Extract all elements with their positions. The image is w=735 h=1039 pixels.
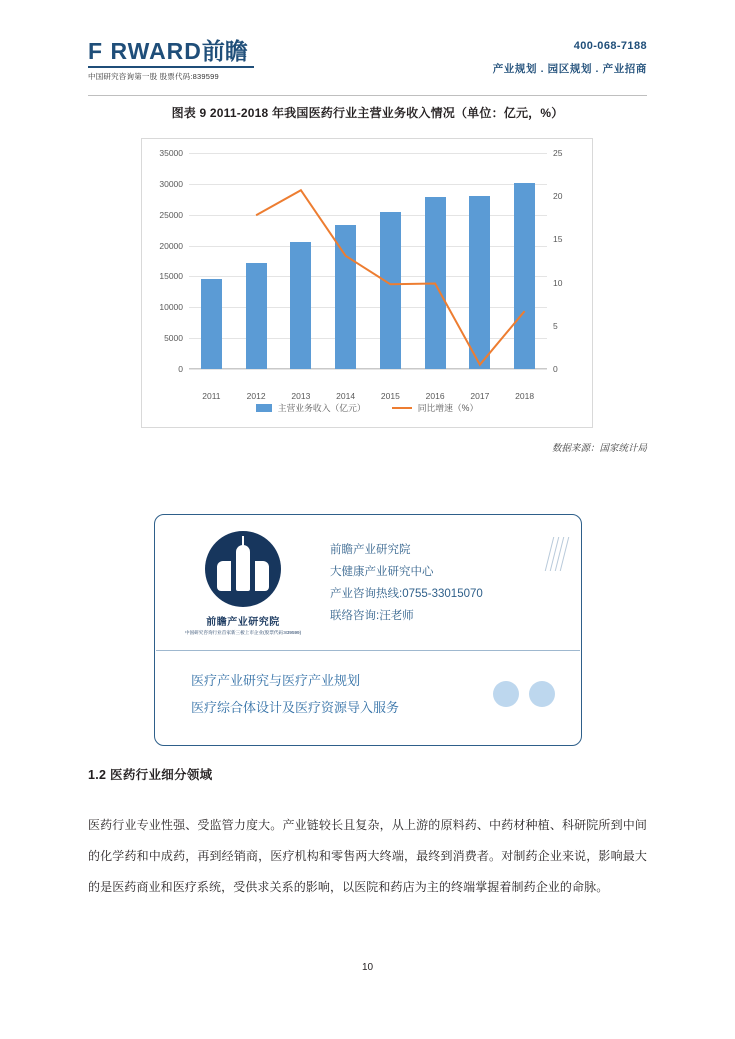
card-service-1: 医疗产业研究与医疗产业规划 <box>191 673 361 688</box>
y-axis-tick-right: 0 <box>553 364 558 374</box>
contact-phone: 400-068-7188 <box>573 40 647 52</box>
dot-1 <box>493 681 519 707</box>
y-axis-tick-left: 10000 <box>159 302 183 313</box>
y-axis-tick-left: 15000 <box>159 271 183 282</box>
y-axis-tick-left: 30000 <box>159 178 183 189</box>
chart-plot-area <box>159 148 563 401</box>
card-contact-lines <box>330 539 483 627</box>
logo-wing-left-icon <box>217 561 231 591</box>
services-list: 产业规划 . 园区规划 . 产业招商 <box>492 63 647 75</box>
chart-container <box>141 138 593 428</box>
logo-wing-right-icon <box>255 561 269 591</box>
x-axis-tick: 2014 <box>336 391 356 401</box>
header-divider <box>88 95 647 96</box>
legend-line-swatch-icon <box>392 407 412 409</box>
institute-logo-icon <box>205 531 281 607</box>
x-axis-tick: 2012 <box>246 391 266 401</box>
y-axis-tick-right: 25 <box>553 148 563 158</box>
header-contact <box>493 40 647 76</box>
logo-tower-icon <box>236 545 250 591</box>
y-axis-tick-right: 20 <box>553 191 563 202</box>
chart-line-series <box>189 153 547 369</box>
x-axis-tick: 2018 <box>515 391 535 401</box>
brand-logo <box>88 38 254 82</box>
y-axis-tick-right: 10 <box>553 277 563 288</box>
section-title: 1.2 医药行业细分领域 <box>88 768 213 782</box>
institute-logo-subtitle: 中国研究咨询行业首家新三板上市企业(股票代码:839599) <box>185 630 302 635</box>
card-service-lines <box>191 667 399 721</box>
legend-label: 同比增速（%） <box>417 403 479 413</box>
y-axis-tick-left: 35000 <box>159 148 183 158</box>
legend-bar-swatch-icon <box>256 404 272 412</box>
promo-card <box>154 514 582 746</box>
decorative-dots-icon <box>493 681 555 707</box>
y-axis-tick-left: 25000 <box>159 209 183 220</box>
card-line-1: 前瞻产业研究院 <box>330 544 411 556</box>
legend-item[interactable] <box>392 401 479 414</box>
y-axis-tick-left: 0 <box>178 364 183 374</box>
y-axis-tick-right: 15 <box>553 234 563 245</box>
brand-wordmark <box>88 38 254 64</box>
y-axis-tick-left: 20000 <box>159 240 183 251</box>
chart-legend <box>142 401 592 414</box>
figure-title: 图表 9 2011-2018 年我国医药行业主营业务收入情况（单位：亿元，%） <box>171 106 564 120</box>
y-axis-tick-right: 5 <box>553 320 558 331</box>
x-axis-tick: 2017 <box>470 391 490 401</box>
card-line-4: 联络咨询:汪老师 <box>330 610 414 622</box>
decorative-stripes-icon <box>549 537 565 571</box>
brand-wordmark-en: F RWARD <box>88 38 202 64</box>
card-service-2: 医疗综合体设计及医疗资源导入服务 <box>191 700 400 715</box>
x-axis-tick: 2016 <box>425 391 445 401</box>
brand-subtitle: 中国研究咨询第一股 股票代码:839599 <box>88 72 219 81</box>
x-axis-tick: 2013 <box>291 391 311 401</box>
card-line-2: 大健康产业研究中心 <box>330 566 434 578</box>
x-axis-tick: 2011 <box>202 391 221 401</box>
chart-gridline <box>189 369 547 370</box>
institute-logo-name: 前瞻产业研究院 <box>206 617 280 628</box>
legend-label: 主营业务收入（亿元） <box>277 403 366 413</box>
legend-item[interactable] <box>256 401 366 414</box>
dot-2 <box>529 681 555 707</box>
y-axis-tick-left: 5000 <box>164 333 183 344</box>
institute-logo <box>185 531 301 636</box>
card-line-3: 产业咨询热线:0755-33015070 <box>330 588 483 600</box>
page-header <box>88 38 647 84</box>
page-number: 10 <box>361 962 374 973</box>
x-axis-tick: 2015 <box>380 391 400 401</box>
card-divider <box>156 650 580 651</box>
body-paragraph: 医药行业专业性强、受监管力度大。产业链较长且复杂，从上游的原料药、中药材种植、科研院所到中间的化学药和中成药，再到经销商，医疗机构和零售两大终端，最终到消费者。对制药企业来说，影响最大的是医药商业和医疗系统，受供求关系的影响，以医院和药店为主的终端掌握着制药企业的命脉。 <box>88 818 647 894</box>
brand-wordmark-cn: 前瞻 <box>201 38 248 64</box>
brand-underline <box>88 66 254 68</box>
chart-source: 数据来源：国家统计局 <box>551 443 647 454</box>
